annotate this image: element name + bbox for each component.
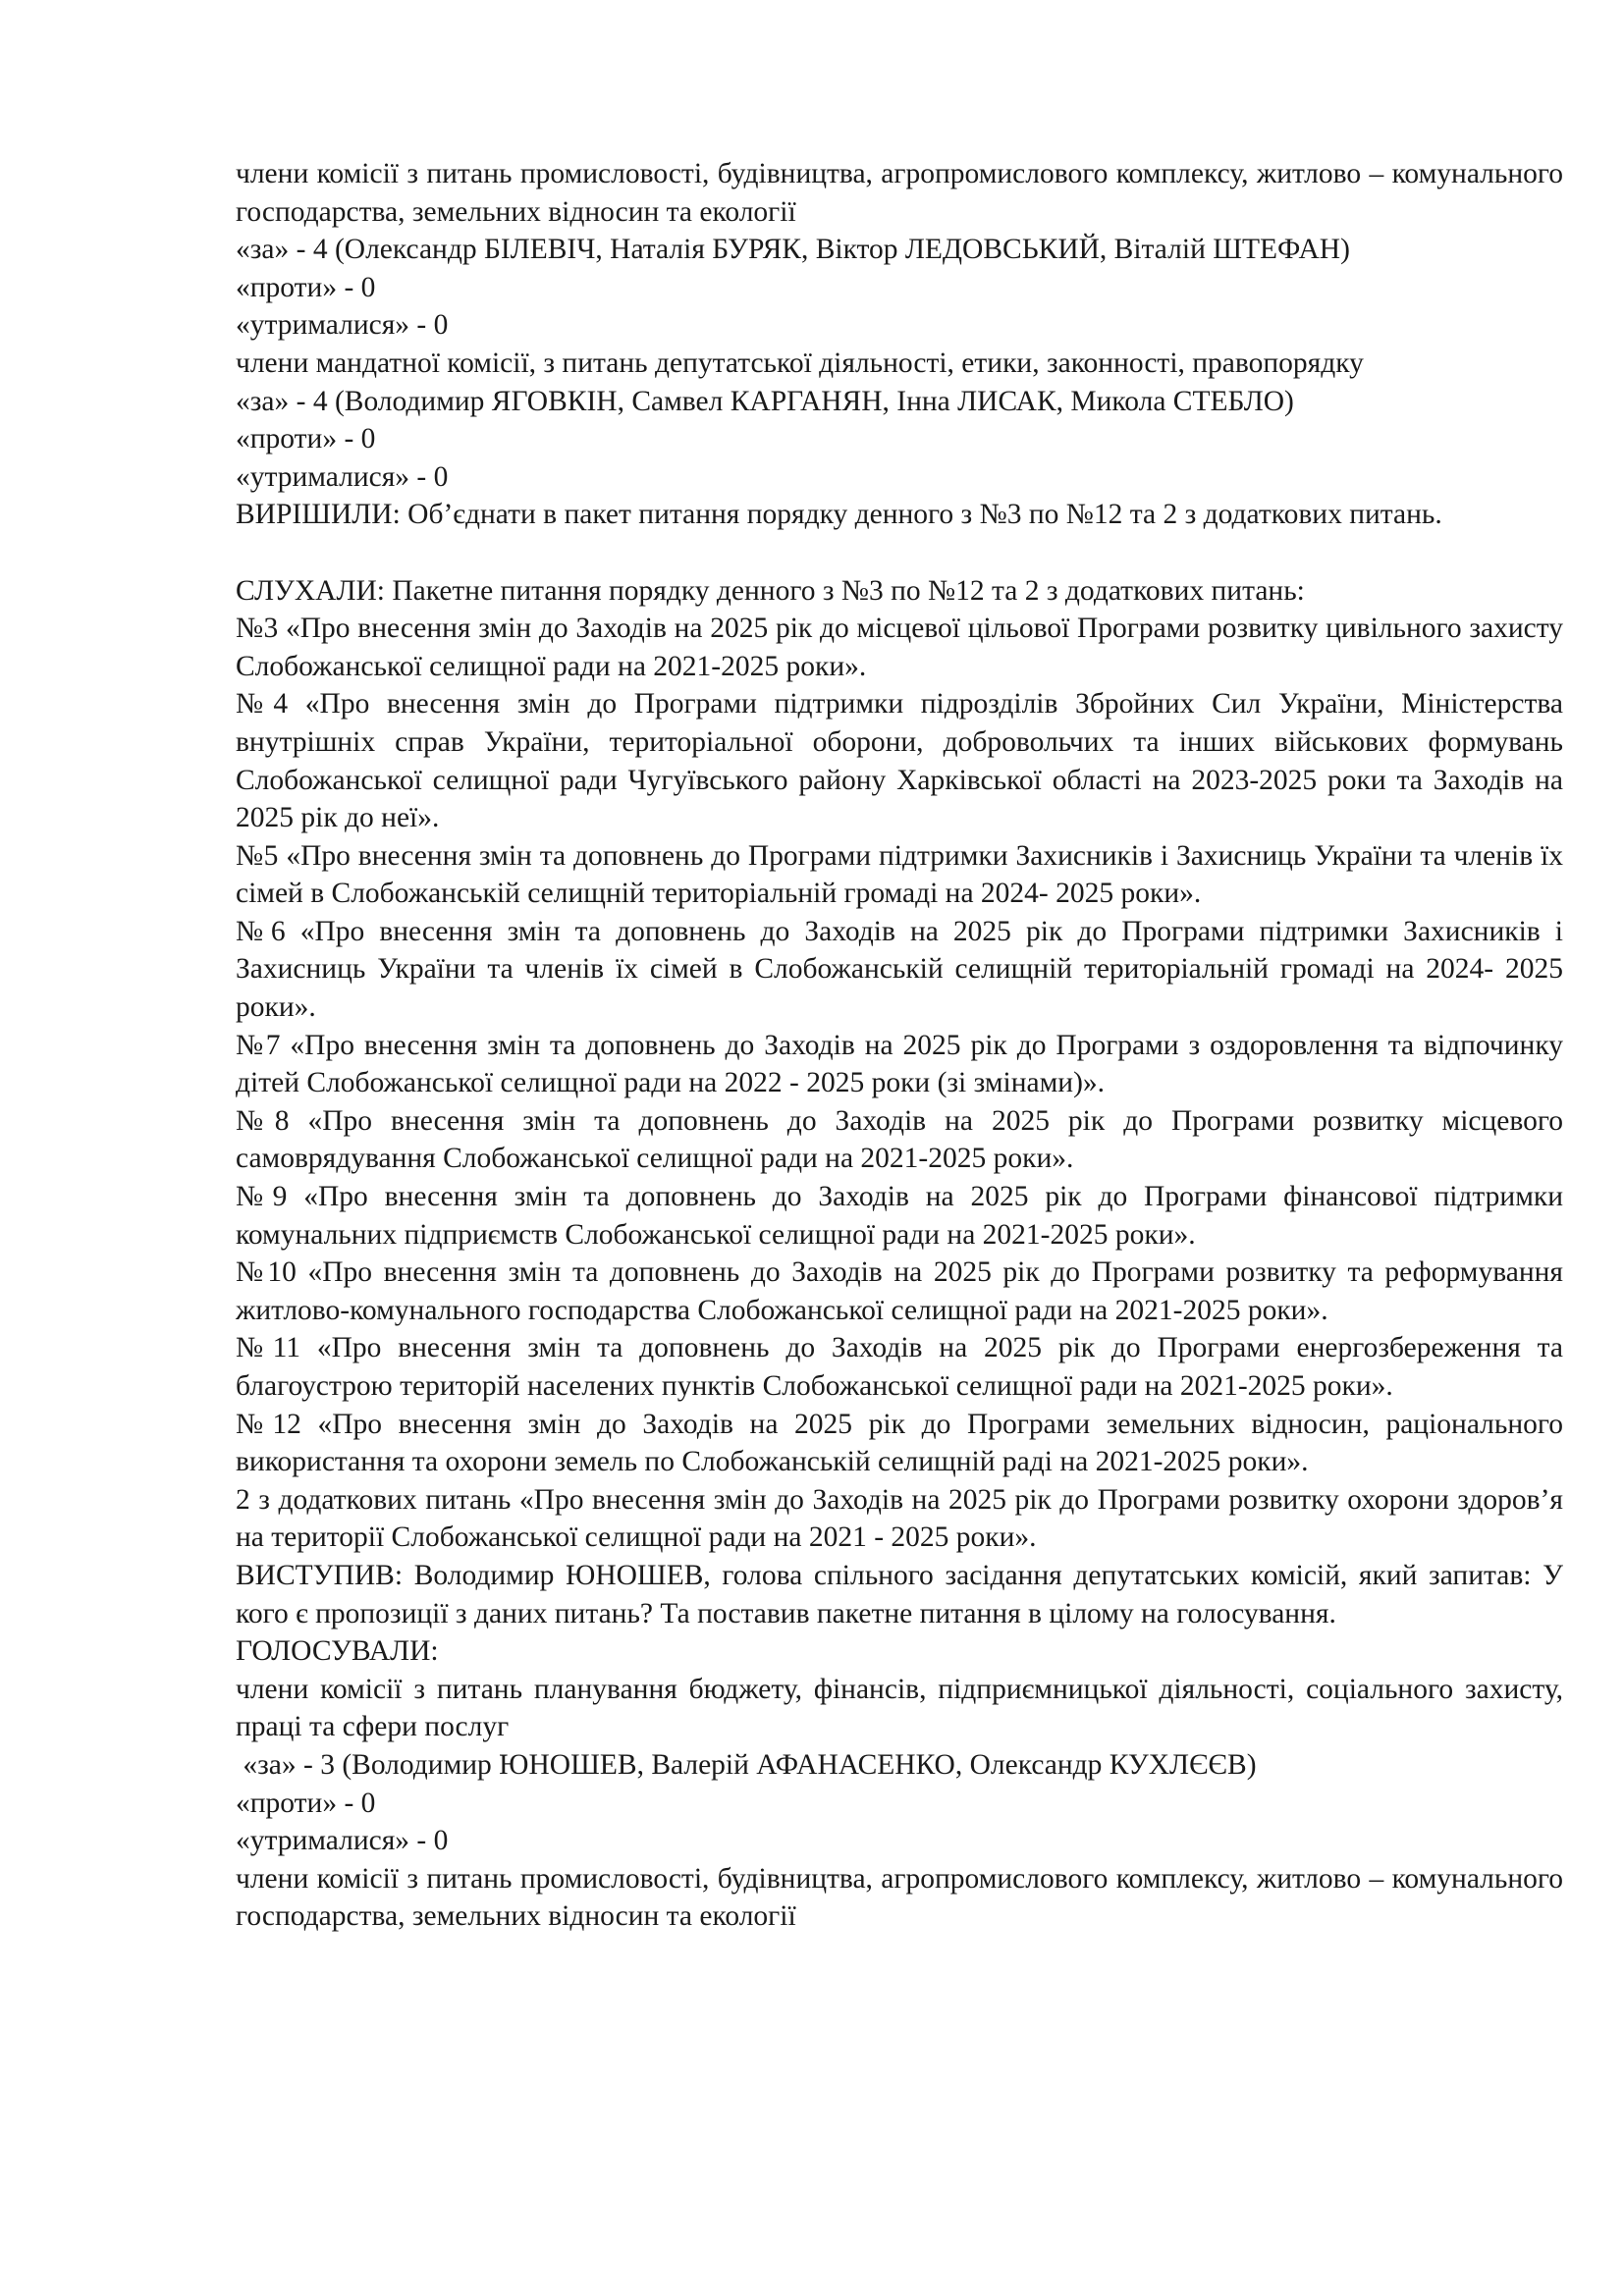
paragraph-commission-industry: члени комісії з питань промисловості, будівництва, агропромислового комплексу, житлово – комунального господарства, земельних відносин та екології [236,1862,1563,1933]
agenda-item-9: №9 «Про внесення змін та доповнень до Заходів на 2025 рік до Програми фінансової підтримки комунальних підприємств Слобожанської селищної ради на 2021-2025 роки». [236,1181,1563,1251]
vote-against: «проти» - 0 [236,423,376,455]
paragraph-commission-budget: члени комісії з питань планування бюджету, фінансів, підприємницької діяльності, соціального захисту, праці та сфери послуг [236,1673,1563,1743]
additional-item-2: 2 з додаткових питань «Про внесення змін до Заходів на 2025 рік до Програми розвитку охорони здоров’я на території Слобожанської селищної ради на 2021 - 2025 роки». [236,1483,1563,1554]
heard-paragraph: СЛУХАЛИ: Пакетне питання порядку денного з №3 по №12 та 2 з додаткових питань: [236,574,1305,607]
document-page [236,155,1563,1936]
vote-abstained: «утрималися» - 0 [236,1825,449,1857]
vote-against: «проти» - 0 [236,271,376,303]
vote-for: «за» - 4 (Олександр БІЛЕВІЧ, Наталія БУРЯК, Віктор ЛЕДОВСЬКИЙ, Віталій ШТЕФАН) [236,234,1350,266]
blank-line [236,534,1563,572]
agenda-item-3: №3 «Про внесення змін до Заходів на 2025 рік до місцевої цільової Програми розвитку цивільного захисту Слобожанської селищної ради на 2021-2025 роки». [236,613,1563,682]
decision-paragraph: ВИРІШИЛИ: Об’єднати в пакет питання порядку денного з №3 по №12 та 2 з додаткових питань. [236,499,1442,531]
agenda-item-5: №5 «Про внесення змін та доповнень до Програми підтримки Захисників і Захисниць України та членів їх сімей в Слобожанській селищній територіальній громаді на 2024- 2025 роки». [236,839,1563,910]
agenda-item-4: №4 «Про внесення змін до Програми підтримки підрозділів Збройних Сил України, Міністерства внутрішніх справ України, територіальної оборони, добровольчих та інших військових формувань Слобожанської селищної ради Чугуївського району Харківської області на 2023-2025 роки та Заходів на 2025 рік до неї». [236,688,1563,834]
vote-for: «за» - 4 (Володимир ЯГОВКІН, Самвел КАРГАНЯН, Інна ЛИСАК, Микола СТЕБЛО) [236,385,1294,417]
paragraph-commission-mandate: члени мандатної комісії, з питань депутатської діяльності, етики, законності, правопорядку [236,347,1364,379]
voted-heading: ГОЛОСУВАЛИ: [236,1635,439,1668]
paragraph-commission-industry: члени комісії з питань промисловості, будівництва, агропромислового комплексу, житлово – комунального господарства, земельних відносин та екології [236,158,1563,228]
agenda-item-12: №12 «Про внесення змін до Заходів на 2025 рік до Програми земельних відносин, раціонального використання та охорони земель по Слобожанській селищній раді на 2021-2025 роки». [236,1408,1563,1478]
speaker-paragraph: ВИСТУПИВ: Володимир ЮНОШЕВ, голова спільного засідання депутатських комісій, який запитав: У кого є пропозиції з даних питань? Та поставив пакетне питання в цілому на голосування. [236,1559,1563,1629]
vote-abstained: «утрималися» - 0 [236,309,449,342]
agenda-item-7: №7 «Про внесення змін та доповнень до Заходів на 2025 рік до Програми з оздоровлення та відпочинку дітей Слобожанської селищної ради на 2022 - 2025 роки (зі змінами)». [236,1029,1563,1099]
agenda-item-8: №8 «Про внесення змін та доповнень до Заходів на 2025 рік до Програми розвитку місцевого самоврядування Слобожанської селищної ради на 2021-2025 роки». [236,1104,1563,1175]
agenda-item-10: №10 «Про внесення змін та доповнень до Заходів на 2025 рік до Програми розвитку та реформування житлово-комунального господарства Слобожанської селищної ради на 2021-2025 роки». [236,1256,1563,1326]
vote-abstained: «утрималися» - 0 [236,460,449,493]
vote-against: «проти» - 0 [236,1787,376,1819]
agenda-item-6: №6 «Про внесення змін та доповнень до Заходів на 2025 рік до Програми підтримки Захисників і Захисниць України та членів їх сімей в Слобожанській селищній територіальній громаді на 2024- 2025 роки». [236,915,1563,1024]
agenda-item-11: №11 «Про внесення змін та доповнень до Заходів на 2025 рік до Програми енергозбереження та благоустрою територій населених пунктів Слобожанської селищної ради на 2021-2025 роки». [236,1332,1563,1402]
vote-for: «за» - 3 (Володимир ЮНОШЕВ, Валерій АФАНАСЕНКО, Олександр КУХЛЄЄВ) [236,1748,1257,1781]
